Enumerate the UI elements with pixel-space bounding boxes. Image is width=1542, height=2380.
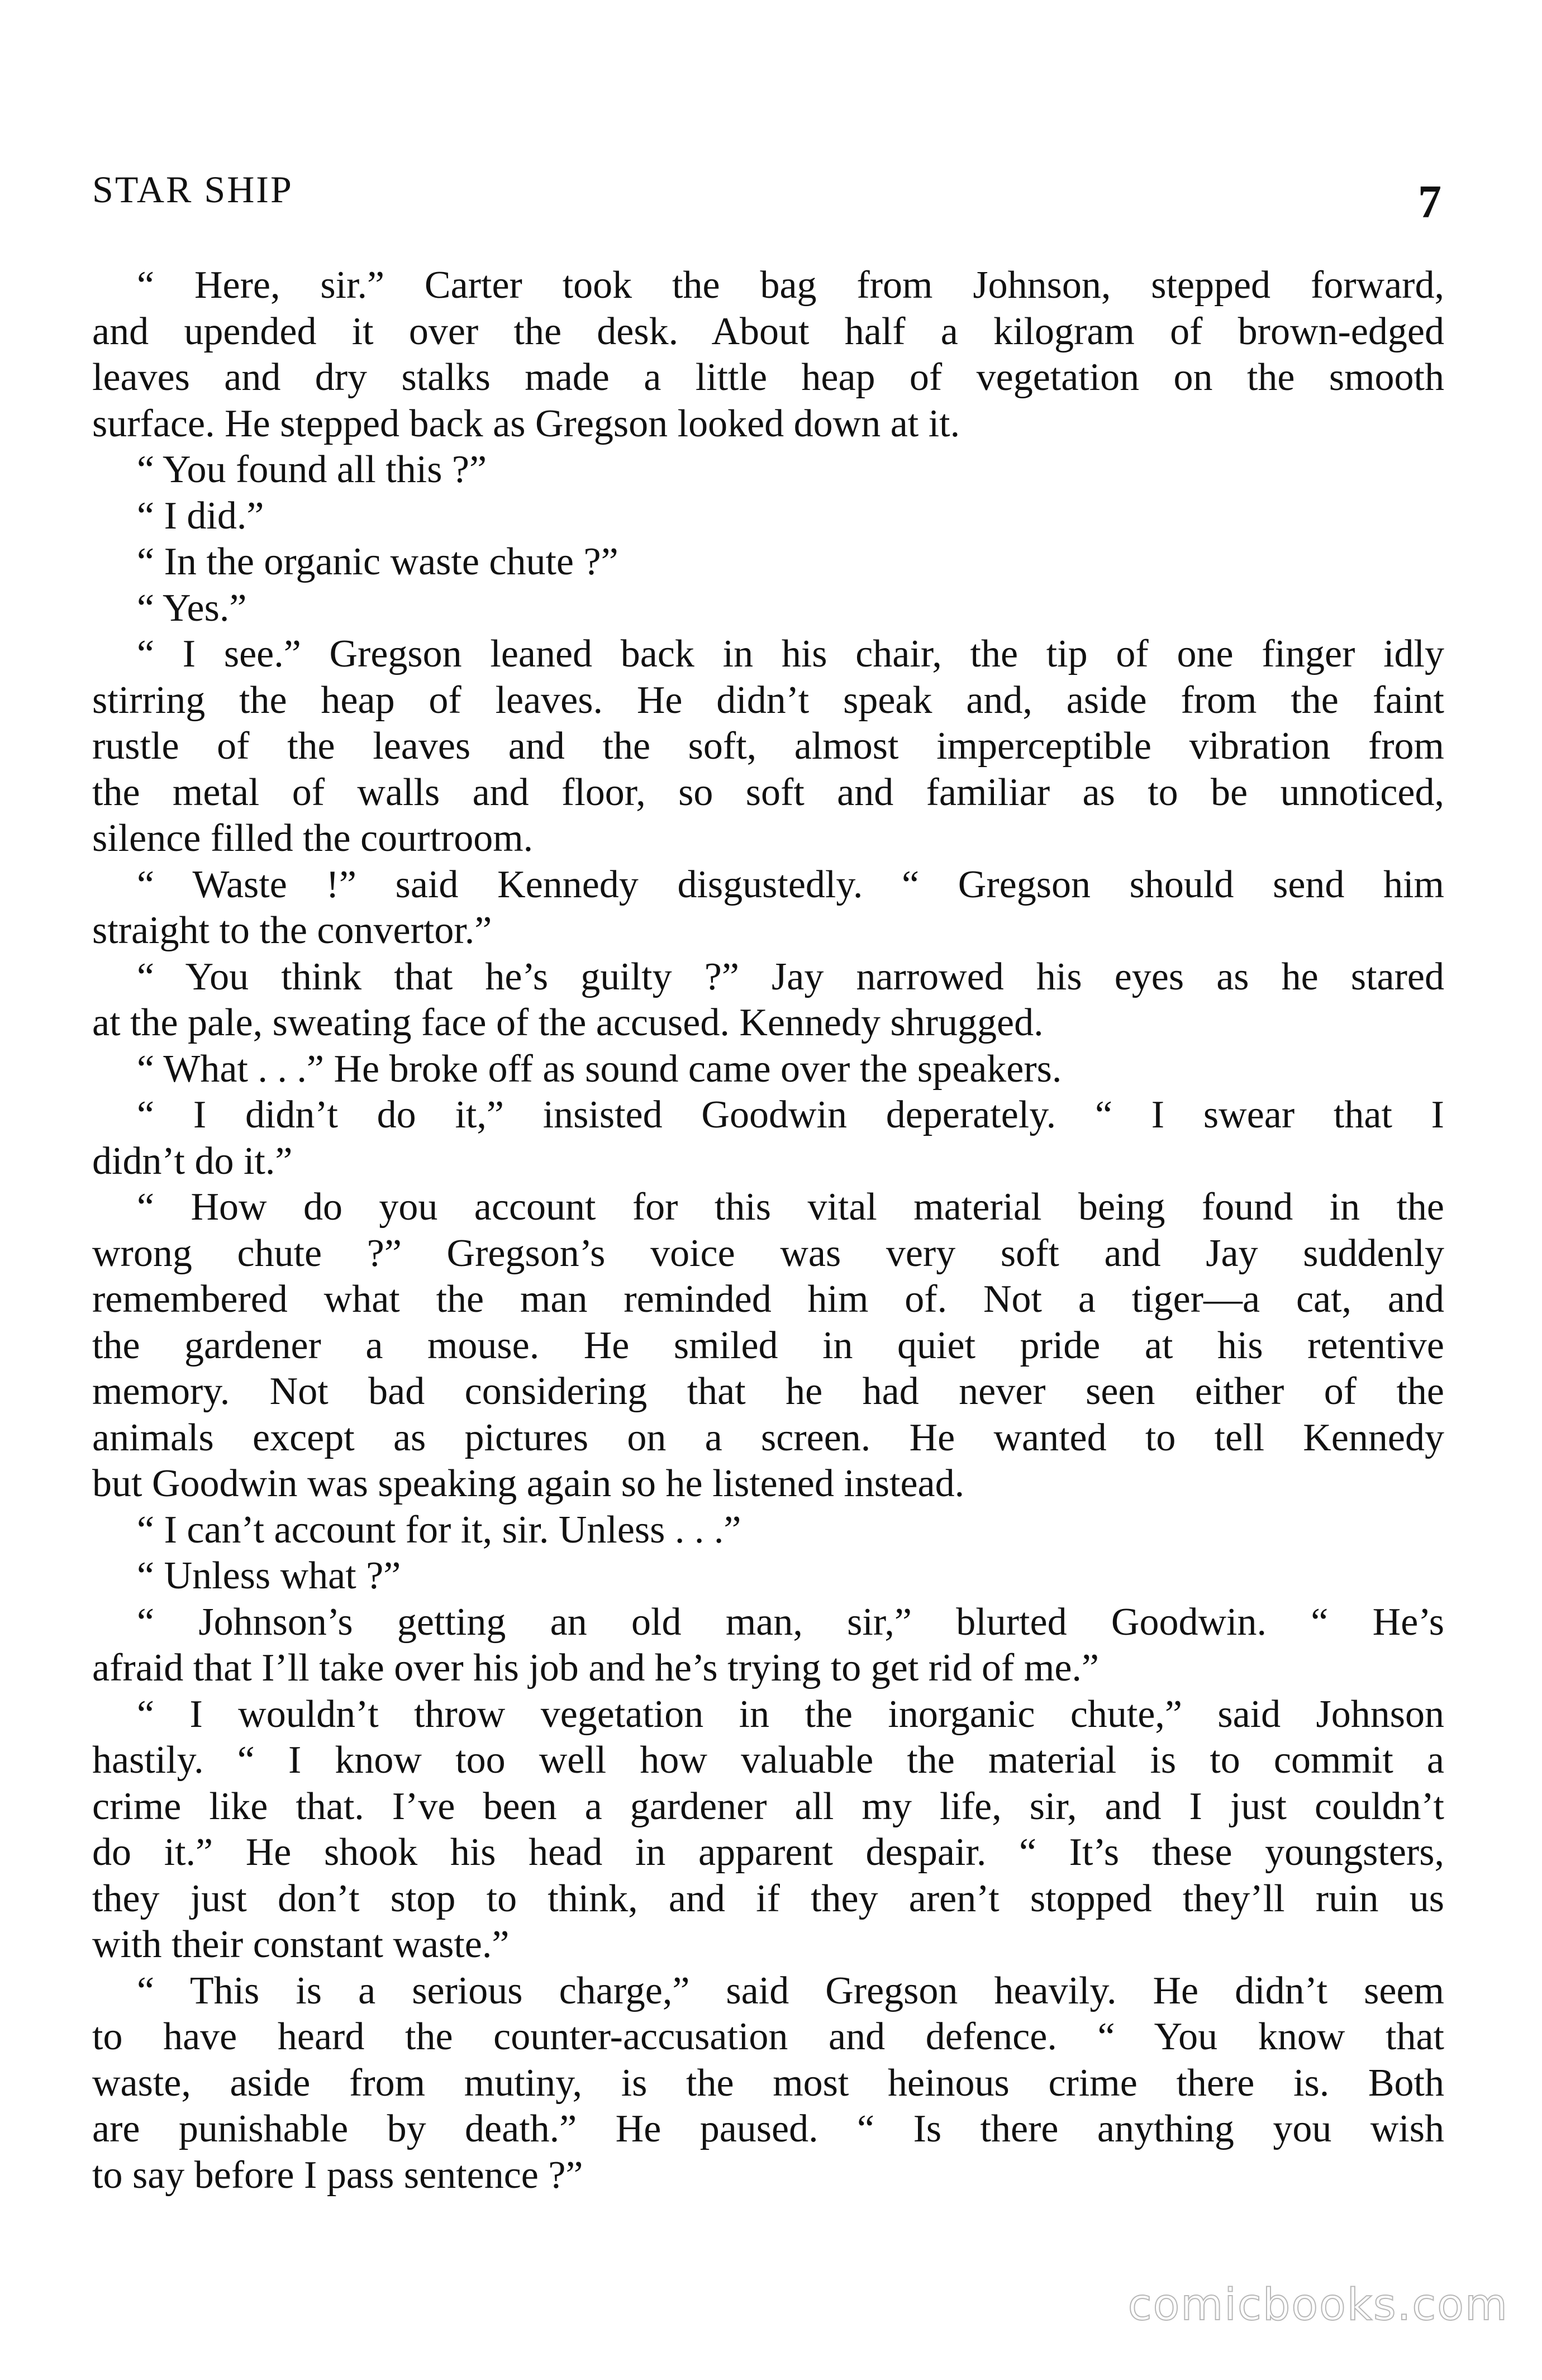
text-line: “ I wouldn’t throw vegetation in the inorganic chute,” said Johnson [137,1692,1444,1736]
text-line: “ Unless what ?” [137,1554,401,1597]
text-line: animals except as pictures on a screen. He wanted to tell Kennedy [92,1416,1444,1459]
text-line: at the pale, sweating face of the accused. Kennedy shrugged. [92,1001,1044,1044]
text-line: memory. Not bad considering that he had never seen either of the [92,1370,1444,1413]
text-line: are punishable by death.” He paused. “ Is there anything you wish [92,2107,1444,2150]
text-line: remembered what the man reminded him of. Not a tiger—a cat, and [92,1278,1444,1321]
text-line: “ You found all this ?” [137,448,487,491]
text-line: didn’t do it.” [92,1139,293,1183]
text-line: “ What . . .” He broke off as sound came over the speakers. [137,1047,1062,1091]
text-line: “ Yes.” [137,586,247,630]
text-line: to have heard the counter-accusation and defence. “ You know that [92,2015,1444,2058]
text-line: “ I see.” Gregson leaned back in his chair, the tip of one finger idly [137,632,1444,675]
text-line: afraid that I’ll take over his job and he’s trying to get rid of me.” [92,1646,1099,1689]
text-line: hastily. “ I know too well how valuable the material is to commit a [92,1739,1444,1782]
running-title: STAR SHIP [92,168,293,211]
body-text [92,263,1444,2198]
text-line: “ Johnson’s getting an old man, sir,” blurted Goodwin. “ He’s [137,1600,1444,1644]
text-line: “ I can’t account for it, sir. Unless . . .” [137,1508,741,1551]
text-line: the gardener a mouse. He smiled in quiet pride at his retentive [92,1324,1444,1367]
text-line: “ How do you account for this vital material being found in the [137,1186,1444,1229]
text-line: stirring the heap of leaves. He didn’t speak and, aside from the faint [92,678,1444,722]
watermark-logo: comicbooks.com [1127,2280,1508,2330]
text-line: to say before I pass sentence ?” [92,2153,583,2197]
text-line: “ You think that he’s guilty ?” Jay narrowed his eyes as he stared [137,955,1444,998]
text-line: waste, aside from mutiny, is the most heinous crime there is. Both [92,2061,1444,2105]
text-line: wrong chute ?” Gregson’s voice was very soft and Jay suddenly [92,1231,1444,1275]
text-line: “ I did.” [137,494,264,537]
text-line: crime like that. I’ve been a gardener all my life, sir, and I just couldn’t [92,1784,1444,1828]
text-line: “ This is a serious charge,” said Gregson heavily. He didn’t seem [137,1969,1444,2012]
text-line: but Goodwin was speaking again so he listened instead. [92,1462,965,1505]
text-line: the metal of walls and floor, so soft and familiar as to be unnoticed, [92,770,1444,814]
text-line: “ In the organic waste chute ?” [137,540,618,583]
text-line: “ I didn’t do it,” insisted Goodwin deperately. “ I swear that I [137,1093,1444,1136]
text-line: do it.” He shook his head in apparent despair. “ It’s these youngsters, [92,1831,1444,1874]
text-line: and upended it over the desk. About half a kilogram of brown-edged [92,310,1444,353]
text-line: “ Here, sir.” Carter took the bag from Johnson, stepped forward, [137,264,1444,307]
text-line: surface. He stepped back as Gregson looked down at it. [92,402,960,445]
text-line: “ Waste !” said Kennedy disgustedly. “ Gregson should send him [137,863,1444,906]
text-line: silence filled the courtroom. [92,817,534,860]
text-line: rustle of the leaves and the soft, almost imperceptible vibration from [92,725,1444,768]
text-line: straight to the convertor.” [92,909,492,952]
text-line: with their constant waste.” [92,1923,510,1966]
page-number: 7 [1418,176,1441,228]
text-line: leaves and dry stalks made a little heap of vegetation on the smooth [92,356,1444,399]
text-line: they just don’t stop to think, and if they aren’t stopped they’ll ruin us [92,1877,1444,1920]
